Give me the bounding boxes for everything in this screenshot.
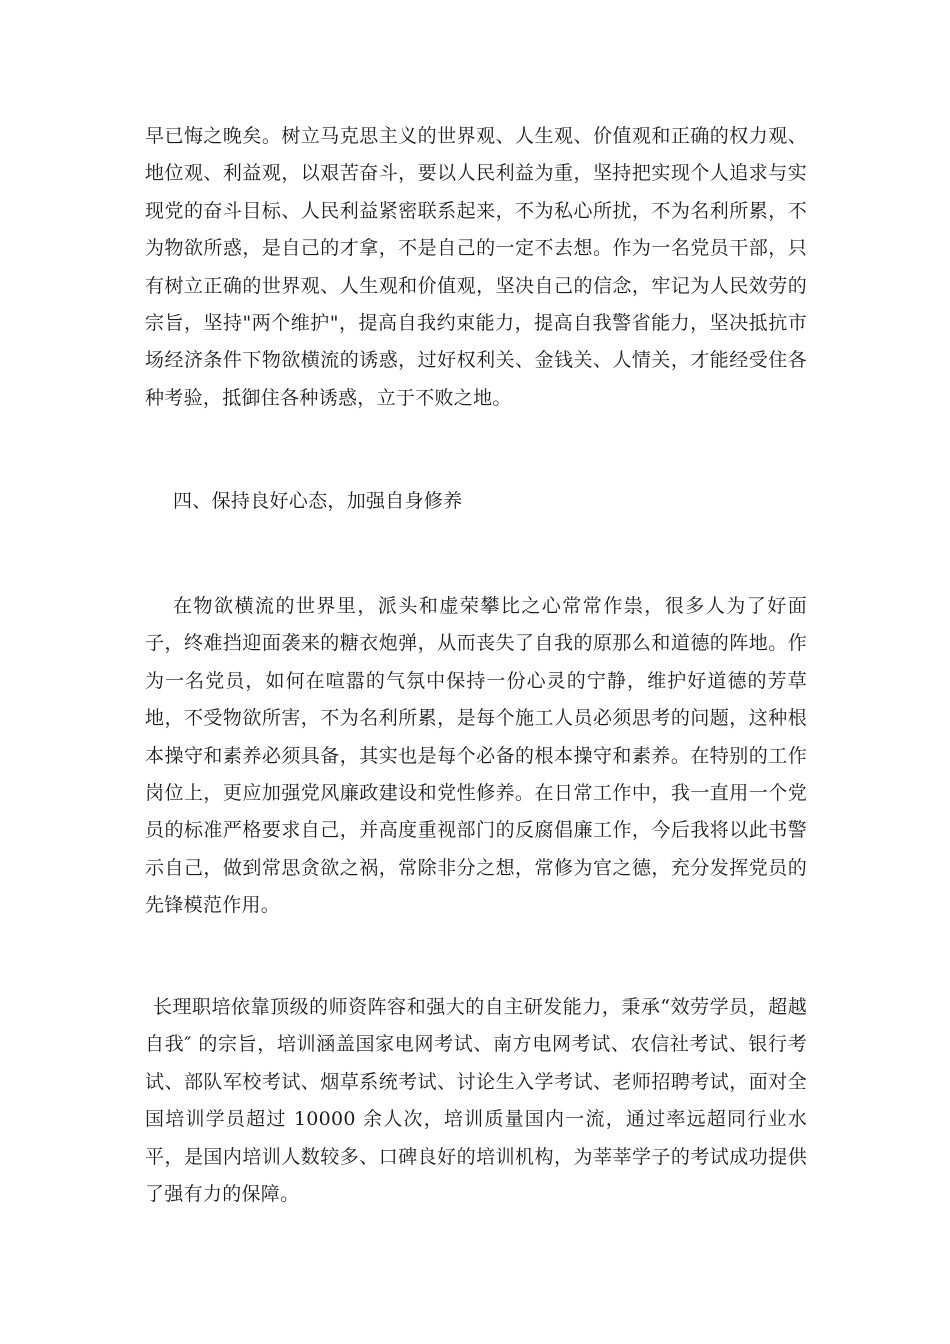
paragraph-3: 长理职培依靠顶级的师资阵容和强大的自主研发能力，秉承“效劳学员，超越自我″ 的宗旨，培训涵盖国家电网考试、南方电网考试、农信社考试、银行考试、部队军校考试、烟草系统考试、讨论生入学考试、老师招聘考试，面对全国培训学员超过 10000 余人次，培训质量国内一流，通过率远超同行业水平，是国内培训人数较多、口碑良好的培训机构，为莘莘学子的考试成功提供了强有力的保障。	[145, 996, 807, 1206]
paragraph-2: 在物欲横流的世界里，派头和虚荣攀比之心常常作祟，很多人为了好面子，终难挡迎面袭来的糖衣炮弹，从而丧失了自我的原那么和道德的阵地。作为一名党员，如何在喧嚣的气氛中保持一份心灵的宁静，维护好道德的芳草地，不受物欲所害，不为名利所累，是每个施工人员必须思考的问题，这种根本操守和素养必须具备，其实也是每个必备的根本操守和素养。在特别的工作岗位上，更应加强党风廉政建设和党性修养。在日常工作中，我一直用一个党员的标准严格要求自己，并高度重视部门的反腐倡廉工作，今后我将以此书警示自己，做到常思贪欲之祸，常除非分之想，常修为官之德，充分发挥党员的先锋模范作用。	[145, 595, 807, 917]
section-heading: 四、保持良好心态，加强自身修养	[173, 490, 463, 512]
paragraph-1: 早已悔之晚矣。树立马克思主义的世界观、人生观、价值观和正确的权力观、地位观、利益观，以艰苦奋斗，要以人民利益为重，坚持把实现个人追求与实现党的奋斗目标、人民利益紧密联系起来，不为私心所扰，不为名利所累，不为物欲所惑，是自己的才拿，不是自己的一定不去想。作为一名党员干部，只有树立正确的世界观、人生观和价值观，坚决自己的信念，牢记为人民效劳的宗旨，坚持"两个维护"，提高自我约束能力，提高自我警省能力，坚决抵抗市场经济条件下物欲横流的诱惑，过好权利关、金钱关、人情关，才能经受住各种考验，抵御住各种诱惑，立于不败之地。	[145, 125, 807, 409]
